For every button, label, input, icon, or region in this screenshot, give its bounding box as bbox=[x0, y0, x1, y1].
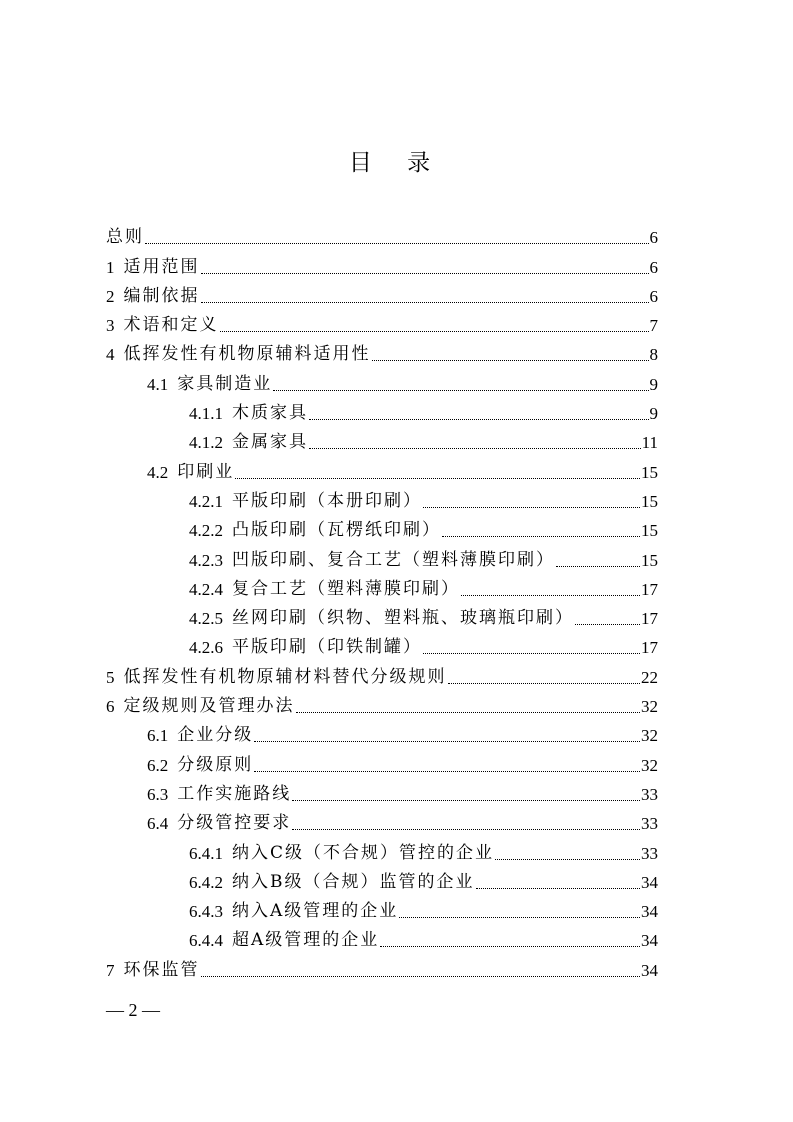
toc-entry-page: 8 bbox=[649, 345, 658, 365]
toc-entry[interactable] bbox=[106, 746, 658, 775]
toc-entry-number: 1 bbox=[106, 257, 115, 277]
toc-entry-page: 6 bbox=[649, 286, 658, 306]
toc-entry-number: 4.2.4 bbox=[189, 579, 223, 599]
toc-entry-page: 33 bbox=[641, 784, 658, 804]
toc-entry[interactable] bbox=[106, 629, 658, 658]
toc-entry-page: 32 bbox=[641, 755, 658, 775]
toc-entry-page: 33 bbox=[641, 814, 658, 834]
dot-leader bbox=[575, 624, 640, 625]
toc-entry-title: 丝网印刷（织物、塑料瓶、玻璃瓶印刷） bbox=[232, 608, 574, 629]
toc-entry[interactable] bbox=[106, 424, 658, 453]
dot-leader bbox=[556, 566, 640, 567]
toc-entry-page: 34 bbox=[641, 902, 658, 922]
dot-leader bbox=[235, 478, 640, 479]
toc-entry-title: 低挥发性有机物原辅料适用性 bbox=[123, 344, 371, 365]
toc-entry[interactable] bbox=[106, 307, 658, 336]
dot-leader bbox=[448, 683, 641, 684]
toc-entry-number: 6.4.3 bbox=[189, 902, 223, 922]
toc-entry[interactable] bbox=[106, 805, 658, 834]
toc-entry[interactable] bbox=[106, 248, 658, 277]
toc-entry-number: 4.2.2 bbox=[189, 521, 223, 541]
dot-leader bbox=[220, 331, 649, 332]
toc-entry-number: 6.4 bbox=[147, 814, 169, 834]
toc-entry[interactable] bbox=[106, 922, 658, 951]
toc-entry[interactable] bbox=[106, 483, 658, 512]
toc-entry-page: 32 bbox=[641, 726, 658, 746]
toc-entry-title: 分级管控要求 bbox=[177, 813, 292, 834]
toc-entry[interactable] bbox=[106, 395, 658, 424]
dot-leader bbox=[372, 360, 649, 361]
toc-entry-page: 34 bbox=[641, 931, 658, 951]
toc-entry-number: 4.2 bbox=[147, 462, 169, 482]
toc-entry[interactable] bbox=[106, 571, 658, 600]
toc-entry-number: 4.2.3 bbox=[189, 550, 223, 570]
dot-leader bbox=[254, 741, 640, 742]
toc-entry-page: 11 bbox=[641, 433, 658, 453]
toc-entry[interactable] bbox=[106, 541, 658, 570]
toc-entry-page: 22 bbox=[641, 667, 658, 687]
toc-entry-page: 15 bbox=[641, 491, 658, 511]
page-title: 目 录 bbox=[348, 150, 445, 176]
toc-entry-page: 15 bbox=[641, 521, 658, 541]
dot-leader bbox=[495, 859, 640, 860]
dot-leader bbox=[380, 946, 640, 947]
toc-entry-title: 工作实施路线 bbox=[177, 783, 292, 804]
dot-leader bbox=[273, 390, 648, 391]
toc-entry-title: 木质家具 bbox=[232, 403, 308, 424]
dot-leader bbox=[201, 302, 649, 303]
toc-entry-title: 术语和定义 bbox=[123, 315, 219, 336]
toc-entry-number: 6.4.1 bbox=[189, 843, 223, 863]
dot-leader bbox=[201, 976, 641, 977]
toc-entry-number: 4.2.6 bbox=[189, 638, 223, 658]
toc-entry[interactable] bbox=[106, 453, 658, 482]
toc-entry[interactable] bbox=[106, 776, 658, 805]
toc-entry-title: 分级原则 bbox=[177, 754, 254, 775]
toc-entry[interactable] bbox=[106, 336, 658, 365]
toc-entry-page: 15 bbox=[641, 462, 658, 482]
toc-entry-number: 6 bbox=[106, 697, 115, 717]
dot-leader bbox=[254, 771, 640, 772]
dot-leader bbox=[442, 536, 640, 537]
toc-entry-title: 凸版印刷（瓦楞纸印刷） bbox=[232, 520, 441, 541]
toc-entry-number: 6.4.4 bbox=[189, 931, 223, 951]
toc-entry[interactable] bbox=[106, 219, 658, 248]
toc-entry-page: 15 bbox=[641, 550, 658, 570]
toc-entry-number: 6.1 bbox=[147, 726, 169, 746]
toc-entry-title: 纳入C级（不合规）管控的企业 bbox=[232, 842, 495, 863]
toc-entry-title: 环保监管 bbox=[123, 959, 200, 980]
toc-entry[interactable] bbox=[106, 834, 658, 863]
toc-entry-title: 复合工艺（塑料薄膜印刷） bbox=[232, 578, 460, 599]
toc-entry-page: 7 bbox=[649, 316, 658, 336]
toc-entry-number: 6.4.2 bbox=[189, 872, 223, 892]
toc-entry-page: 17 bbox=[641, 579, 658, 599]
toc-entry-page: 17 bbox=[641, 609, 658, 629]
toc-entry-number: 4.1.2 bbox=[189, 433, 223, 453]
dot-leader bbox=[292, 800, 640, 801]
toc-entry-number: 4.1 bbox=[147, 374, 169, 394]
page-number-footer: — 2 — bbox=[106, 1000, 160, 1020]
toc-entry-title: 平版印刷（印铁制罐） bbox=[232, 637, 422, 658]
toc-entry-page: 34 bbox=[641, 960, 658, 980]
dot-leader bbox=[309, 419, 649, 420]
toc-entry-title: 超A级管理的企业 bbox=[232, 930, 380, 951]
toc-entry-title: 平版印刷（本册印刷） bbox=[232, 490, 422, 511]
dot-leader bbox=[476, 888, 641, 889]
toc-entry-number: 4 bbox=[106, 345, 115, 365]
toc-entry-number: 6.2 bbox=[147, 755, 169, 775]
toc-entry-number: 5 bbox=[106, 667, 115, 687]
toc-entry[interactable] bbox=[106, 658, 658, 687]
toc-entry-page: 6 bbox=[649, 228, 658, 248]
table-of-contents bbox=[106, 219, 658, 981]
toc-entry-title: 编制依据 bbox=[123, 285, 200, 306]
toc-entry[interactable] bbox=[106, 893, 658, 922]
toc-entry-title: 低挥发性有机物原辅材料替代分级规则 bbox=[123, 666, 447, 687]
dot-leader bbox=[309, 448, 641, 449]
dot-leader bbox=[292, 829, 640, 830]
toc-entry-title: 凹版印刷、复合工艺（塑料薄膜印刷） bbox=[232, 549, 555, 570]
toc-entry-title: 适用范围 bbox=[123, 256, 200, 277]
toc-entry[interactable] bbox=[106, 951, 658, 980]
toc-entry-title: 印刷业 bbox=[177, 461, 235, 482]
toc-entry-page: 6 bbox=[649, 257, 658, 277]
toc-entry-title: 总则 bbox=[106, 227, 144, 248]
toc-entry-page: 33 bbox=[641, 843, 658, 863]
toc-entry-page: 32 bbox=[641, 697, 658, 717]
dot-leader bbox=[201, 273, 649, 274]
dot-leader bbox=[461, 595, 640, 596]
toc-entry-number: 7 bbox=[106, 960, 115, 980]
dot-leader bbox=[296, 712, 641, 713]
toc-entry[interactable] bbox=[106, 365, 658, 394]
dot-leader bbox=[145, 243, 649, 244]
toc-entry-number: 2 bbox=[106, 286, 115, 306]
toc-entry-title: 企业分级 bbox=[177, 725, 254, 746]
toc-entry-number: 4.1.1 bbox=[189, 404, 223, 424]
toc-entry-title: 纳入B级（合规）监管的企业 bbox=[232, 871, 475, 892]
toc-entry-page: 34 bbox=[641, 872, 658, 892]
dot-leader bbox=[423, 507, 640, 508]
toc-entry-page: 9 bbox=[649, 404, 658, 424]
toc-entry-number: 6.3 bbox=[147, 784, 169, 804]
toc-entry[interactable] bbox=[106, 600, 658, 629]
toc-entry-number: 4.2.1 bbox=[189, 491, 223, 511]
dot-leader bbox=[399, 917, 640, 918]
toc-entry[interactable] bbox=[106, 864, 658, 893]
toc-entry[interactable] bbox=[106, 717, 658, 746]
toc-entry-number: 3 bbox=[106, 316, 115, 336]
toc-entry[interactable] bbox=[106, 512, 658, 541]
toc-entry-number: 4.2.5 bbox=[189, 609, 223, 629]
toc-entry-page: 17 bbox=[641, 638, 658, 658]
toc-entry[interactable] bbox=[106, 278, 658, 307]
toc-entry-title: 金属家具 bbox=[232, 432, 308, 453]
dot-leader bbox=[423, 653, 640, 654]
toc-entry-title: 定级规则及管理办法 bbox=[123, 696, 295, 717]
toc-entry-title: 家具制造业 bbox=[177, 373, 273, 394]
toc-entry[interactable] bbox=[106, 688, 658, 717]
toc-entry-page: 9 bbox=[649, 374, 658, 394]
toc-entry-title: 纳入A级管理的企业 bbox=[232, 901, 399, 922]
